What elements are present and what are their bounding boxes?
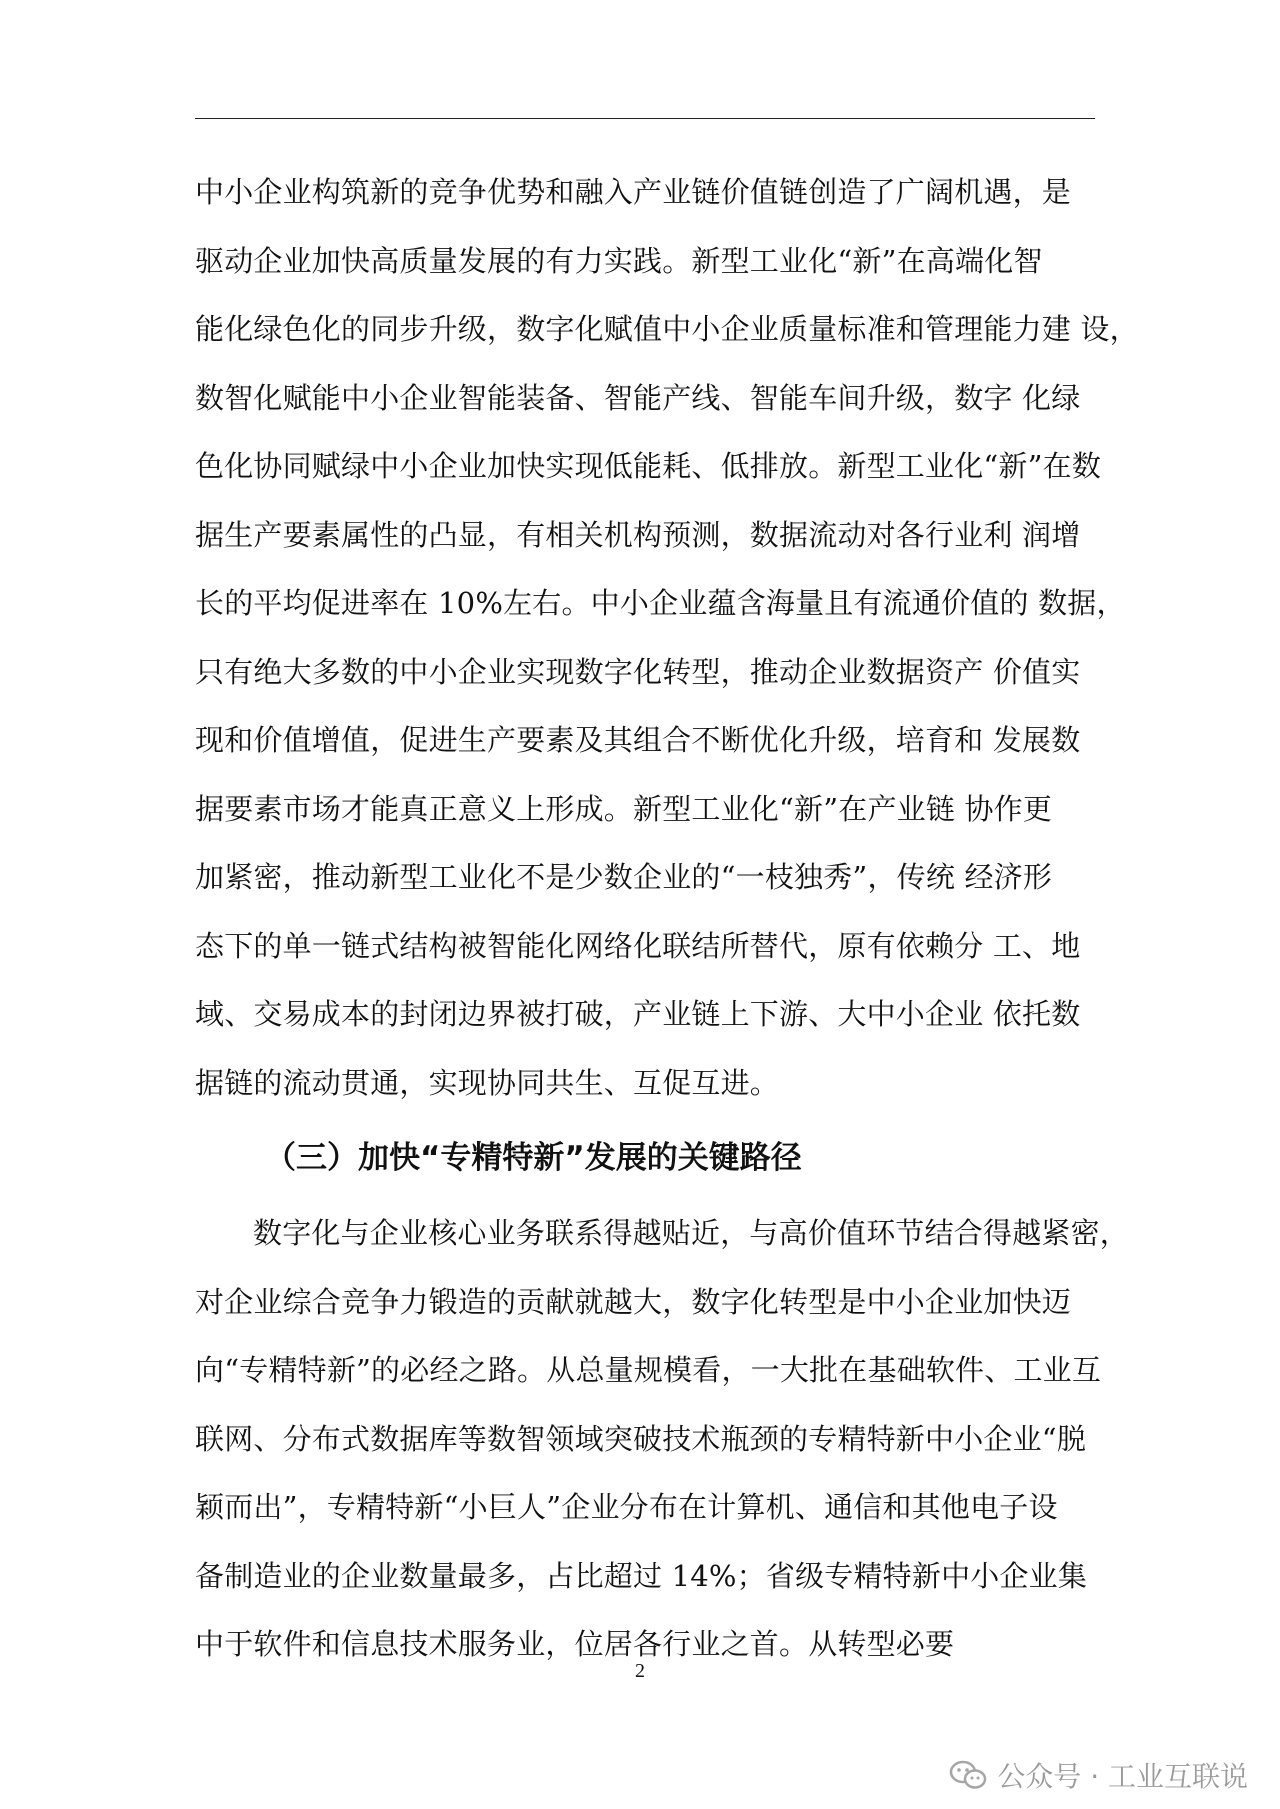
paragraph-line: 向“专精特新”的必经之路。从总量规模看，一大批在基础软件、工业互 [195, 1353, 1102, 1387]
paragraph-line: 现和价值增值，促进生产要素及其组合不断优化升级，培育和 发展数 [195, 723, 1081, 757]
paragraph-line: 色化协同赋绿中小企业加快实现低能耗、低排放。新型工业化“新”在数 [195, 449, 1102, 483]
paragraph-line: 态下的单一链式结构被智能化网络化联结所替代，原有依赖分 工、地 [195, 928, 1081, 963]
paragraph-line: 据要素市场才能真正意义上形成。新型工业化“新”在产业链 协作更 [195, 791, 1053, 826]
paragraph-line: 对企业综合竞争力锻造的贡献就越大，数字化转型是中小企业加快迈 [195, 1284, 1072, 1319]
paragraph-line: 只有绝大多数的中小企业实现数字化转型，推动企业数据资产 价值实 [195, 654, 1081, 689]
paragraph-line: 能化绿色化的同步升级，数字化赋值中小企业质量标准和管理能力建 设， [195, 312, 1139, 346]
paragraph-line: 联网、分布式数据库等数智领域突破技术瓶颈的专精特新中小企业“脱 [195, 1421, 1087, 1456]
paragraph-line: 加紧密，推动新型工业化不是少数企业的“一枝独秀”，传统 经济形 [195, 860, 1053, 894]
header-rule [195, 118, 1095, 119]
section-heading: （三）加快“专精特新”发展的关键路径 [265, 1140, 802, 1176]
paragraph-line: 数字化与企业核心业务联系得越贴近，与高价值环节结合得越紧密， [253, 1216, 1130, 1250]
paragraph-line: 中小企业构筑新的竞争优势和融入产业链价值链创造了广阔机遇，是 [195, 175, 1072, 209]
paragraph-line: 据链的流动贯通，实现协同共生、互促互进。 [195, 1065, 780, 1100]
paragraph-line: 长的平均促进率在 10%左右。中小企业蕴含海量且有流通价值的 数据， [195, 586, 1126, 620]
watermark [949, 1755, 1248, 1795]
wechat-icon [949, 1760, 987, 1790]
paragraph-line: 域、交易成本的封闭边界被打破，产业链上下游、大中小企业 依托数 [195, 997, 1081, 1031]
paragraph-line: 数智化赋能中小企业智能装备、智能产线、智能车间升级，数字 化绿 [195, 380, 1081, 415]
paragraph-line: 驱动企业加快高质量发展的有力实践。新型工业化“新”在高端化智 [195, 243, 1043, 278]
paragraph-line: 中于软件和信息技术服务业，位居各行业之首。从转型必要 [195, 1627, 955, 1661]
paragraph-line: 备制造业的企业数量最多，占比超过 14%；省级专精特新中小企业集 [195, 1558, 1088, 1593]
watermark-text: 公众号 · 工业互联说 [997, 1760, 1248, 1793]
paragraph-line: 据生产要素属性的凸显，有相关机构预测，数据流动对各行业利 润增 [195, 517, 1081, 552]
paragraph-line: 颖而出”，专精特新“小巨人”企业分布在计算机、通信和其他电子设 [195, 1490, 1058, 1524]
body-text [195, 158, 1145, 1679]
page-number: 2 [635, 1660, 645, 1682]
